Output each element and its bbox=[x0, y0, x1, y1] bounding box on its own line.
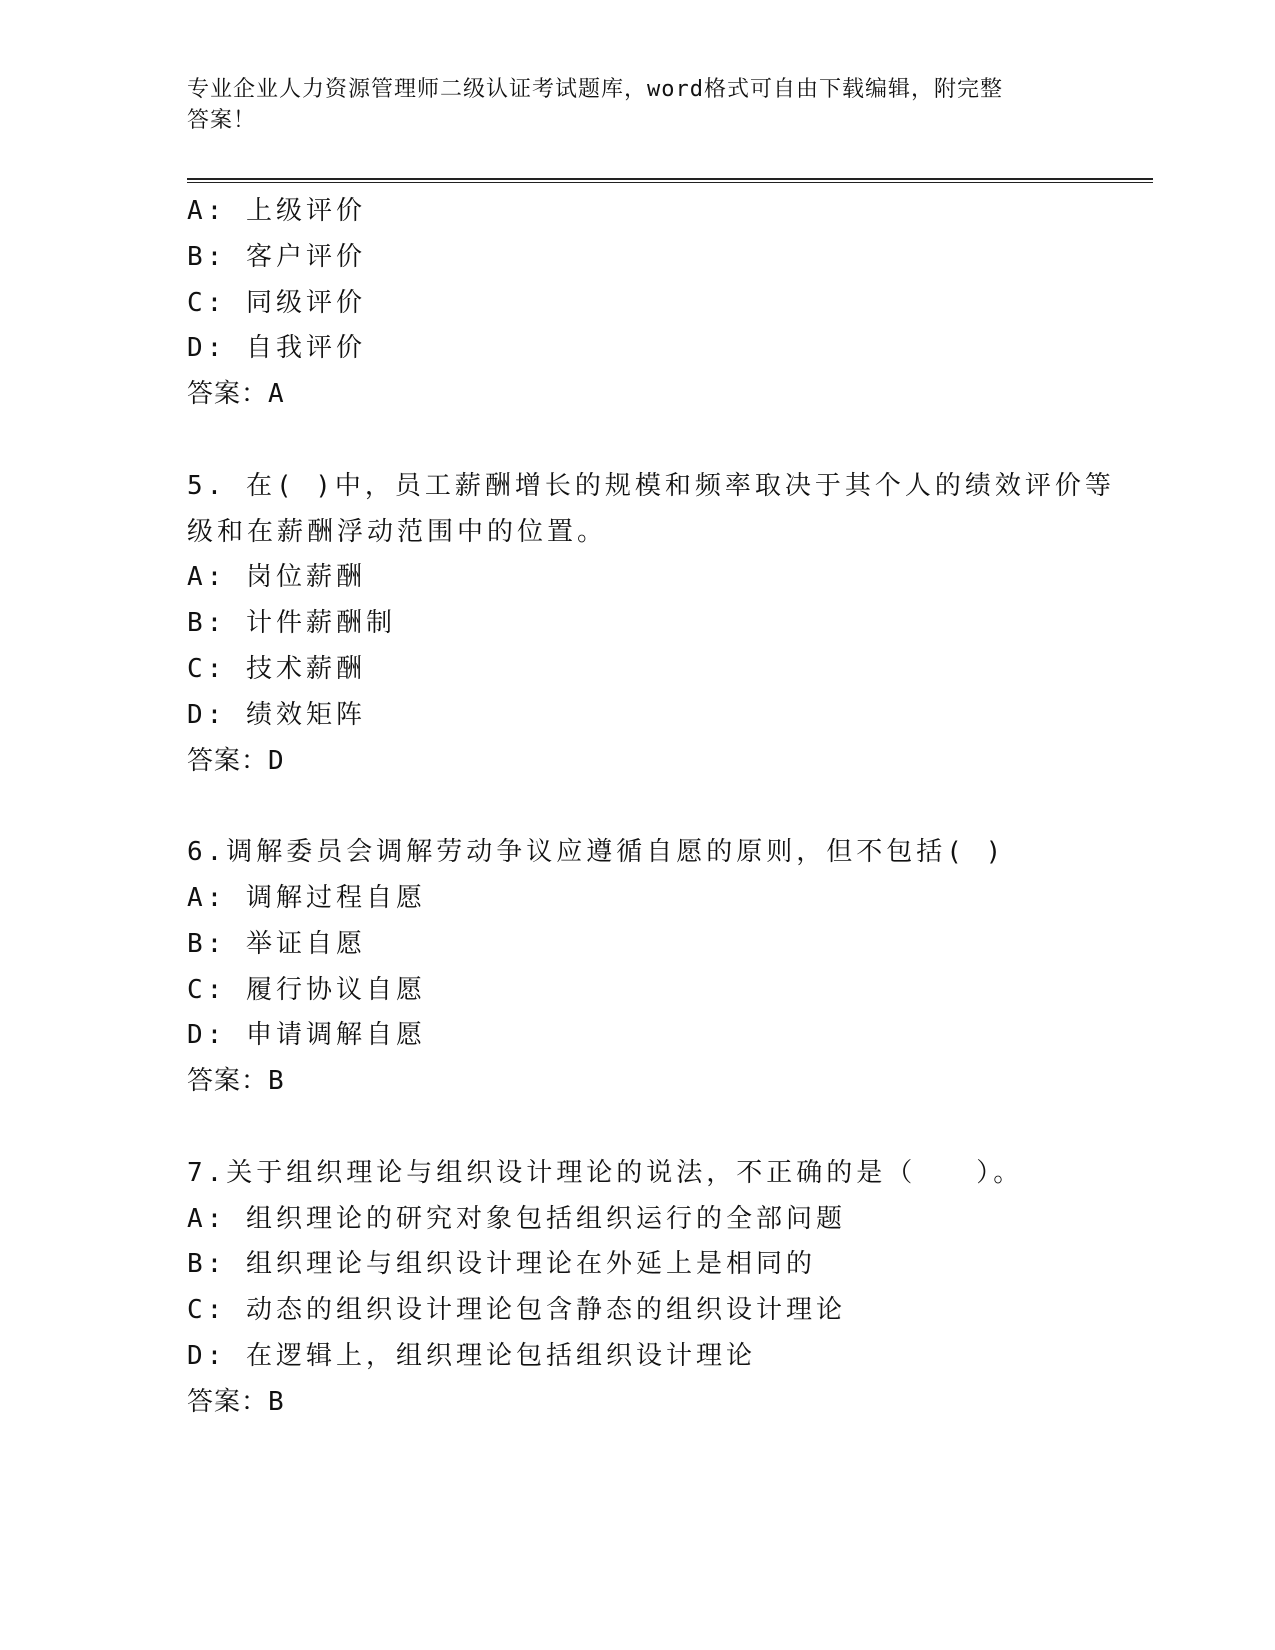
header-line-2: 答案！ bbox=[187, 108, 257, 133]
question-text: 6.调解委员会调解劳动争议应遵循自愿的原则，但不包括( ) bbox=[187, 837, 1006, 868]
option-d: D: 绩效矩阵 bbox=[187, 699, 366, 730]
question-text: 7.关于组织理论与组织设计理论的说法，不正确的是（ ）。 bbox=[187, 1157, 1024, 1188]
question-6-block bbox=[187, 830, 1087, 1105]
option-d: D: 申请调解自愿 bbox=[187, 1020, 426, 1051]
option-b: B: 举证自愿 bbox=[187, 928, 366, 959]
question-text-cont: 级和在薪酬浮动范围中的位置。 bbox=[187, 516, 608, 547]
question-5-block bbox=[187, 464, 1115, 785]
option-a: A: 组织理论的研究对象包括组织运行的全部问题 bbox=[187, 1203, 846, 1234]
option-a: A: 上级评价 bbox=[187, 196, 366, 226]
header-rule-thin bbox=[187, 182, 1153, 183]
header-line-1: 专业企业人力资源管理师二级认证考试题库，word格式可自由下载编辑，附完整 bbox=[187, 77, 1003, 102]
option-b: B: 客户评价 bbox=[187, 241, 366, 272]
question-7-block bbox=[187, 1151, 1087, 1426]
option-a: A: 调解过程自愿 bbox=[187, 882, 426, 913]
answer-line: 答案：A bbox=[187, 379, 285, 410]
page-header bbox=[187, 74, 1067, 136]
option-c: C: 履行协议自愿 bbox=[187, 974, 426, 1005]
prev-question-block bbox=[187, 189, 1087, 418]
option-a: A: 岗位薪酬 bbox=[187, 562, 366, 593]
spacer bbox=[187, 784, 1087, 830]
answer-line: 答案：D bbox=[187, 745, 285, 776]
option-b: B: 计件薪酬制 bbox=[187, 608, 396, 639]
spacer bbox=[187, 418, 1087, 464]
option-d: D: 自我评价 bbox=[187, 333, 366, 364]
question-text: 5. 在( )中，员工薪酬增长的规模和频率取决于其个人的绩效评价等 bbox=[187, 470, 1115, 501]
answer-line: 答案：B bbox=[187, 1386, 285, 1417]
option-b: B: 组织理论与组织设计理论在外延上是相同的 bbox=[187, 1249, 816, 1280]
option-d: D: 在逻辑上，组织理论包括组织设计理论 bbox=[187, 1340, 756, 1371]
option-c: C: 动态的组织设计理论包含静态的组织设计理论 bbox=[187, 1295, 846, 1326]
option-c: C: 同级评价 bbox=[187, 287, 366, 318]
option-c: C: 技术薪酬 bbox=[187, 653, 366, 684]
spacer bbox=[187, 1105, 1087, 1151]
question-content bbox=[187, 189, 1115, 1426]
header-rule-thick bbox=[187, 178, 1153, 180]
answer-line: 答案：B bbox=[187, 1066, 285, 1097]
